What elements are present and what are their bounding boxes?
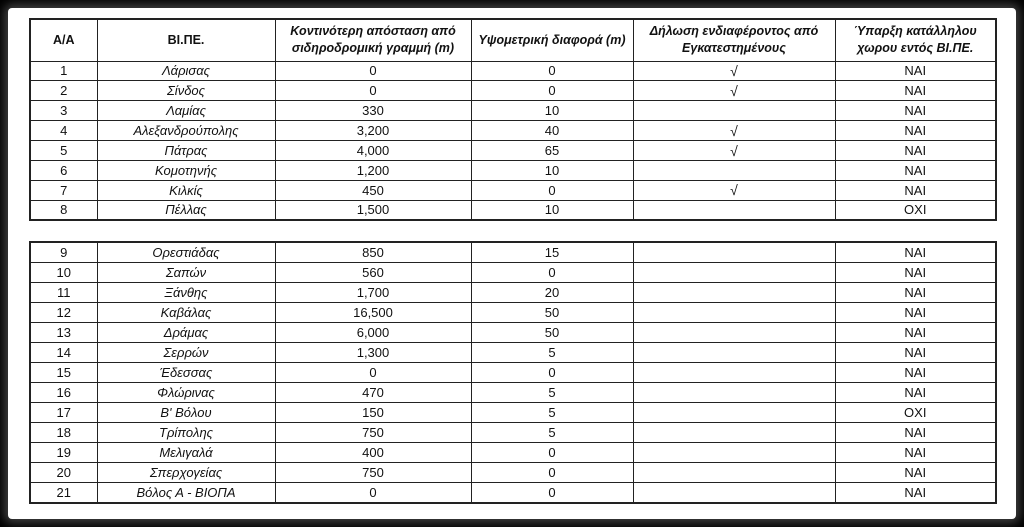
elevation-value: 0 bbox=[471, 483, 633, 503]
space-availability: ΝΑΙ bbox=[835, 61, 996, 81]
space-availability: ΝΑΙ bbox=[835, 382, 996, 402]
elevation-value: 0 bbox=[471, 61, 633, 81]
distance-value: 150 bbox=[275, 402, 471, 422]
row-number: 12 bbox=[30, 302, 97, 322]
distance-value: 450 bbox=[275, 180, 471, 200]
table-row bbox=[30, 422, 996, 442]
table-body-group-1 bbox=[30, 61, 996, 220]
bipe-name: Πέλλας bbox=[97, 200, 275, 220]
space-availability: ΝΑΙ bbox=[835, 242, 996, 262]
space-availability: ΝΑΙ bbox=[835, 180, 996, 200]
interest-check-mark bbox=[633, 382, 835, 402]
bipe-name: Κιλκίς bbox=[97, 180, 275, 200]
table-row bbox=[30, 81, 996, 101]
elevation-value: 0 bbox=[471, 180, 633, 200]
distance-value: 6,000 bbox=[275, 322, 471, 342]
header-id: Α/Α bbox=[30, 19, 97, 61]
table-row bbox=[30, 463, 996, 483]
row-number: 1 bbox=[30, 61, 97, 81]
table-row bbox=[30, 402, 996, 422]
document-sheet bbox=[8, 8, 1016, 519]
space-availability: ΝΑΙ bbox=[835, 322, 996, 342]
interest-check-mark bbox=[633, 483, 835, 503]
space-availability: ΝΑΙ bbox=[835, 422, 996, 442]
distance-value: 3,200 bbox=[275, 121, 471, 141]
interest-check-mark: √ bbox=[633, 81, 835, 101]
header-interest: Δήλωση ενδιαφέροντος από Εγκατεστημένους bbox=[633, 19, 835, 61]
bipe-name: Έδεσσας bbox=[97, 362, 275, 382]
table-row bbox=[30, 121, 996, 141]
interest-check-mark bbox=[633, 242, 835, 262]
bipe-table-part-1 bbox=[29, 18, 997, 221]
space-availability: ΝΑΙ bbox=[835, 463, 996, 483]
row-number: 21 bbox=[30, 483, 97, 503]
row-number: 6 bbox=[30, 160, 97, 180]
space-availability: ΟΧΙ bbox=[835, 200, 996, 220]
elevation-value: 0 bbox=[471, 262, 633, 282]
elevation-value: 65 bbox=[471, 141, 633, 161]
elevation-value: 5 bbox=[471, 402, 633, 422]
interest-check-mark bbox=[633, 322, 835, 342]
table-row bbox=[30, 242, 996, 262]
distance-value: 750 bbox=[275, 422, 471, 442]
bipe-name: Δράμας bbox=[97, 322, 275, 342]
bipe-name: Αλεξανδρούπολης bbox=[97, 121, 275, 141]
distance-value: 0 bbox=[275, 81, 471, 101]
interest-check-mark bbox=[633, 262, 835, 282]
interest-check-mark bbox=[633, 342, 835, 362]
bipe-name: Λαμίας bbox=[97, 101, 275, 121]
row-number: 2 bbox=[30, 81, 97, 101]
space-availability: ΝΑΙ bbox=[835, 483, 996, 503]
distance-value: 4,000 bbox=[275, 141, 471, 161]
space-availability: ΝΑΙ bbox=[835, 101, 996, 121]
elevation-value: 5 bbox=[471, 422, 633, 442]
interest-check-mark bbox=[633, 442, 835, 462]
table-row bbox=[30, 382, 996, 402]
space-availability: ΝΑΙ bbox=[835, 160, 996, 180]
interest-check-mark: √ bbox=[633, 61, 835, 81]
bipe-name: Λάρισας bbox=[97, 61, 275, 81]
interest-check-mark bbox=[633, 200, 835, 220]
table-row bbox=[30, 180, 996, 200]
bipe-name: Φλώρινας bbox=[97, 382, 275, 402]
distance-value: 0 bbox=[275, 61, 471, 81]
elevation-value: 40 bbox=[471, 121, 633, 141]
row-number: 8 bbox=[30, 200, 97, 220]
space-availability: ΝΑΙ bbox=[835, 282, 996, 302]
table-row bbox=[30, 342, 996, 362]
space-availability: ΝΑΙ bbox=[835, 81, 996, 101]
interest-check-mark bbox=[633, 402, 835, 422]
table-row bbox=[30, 141, 996, 161]
bipe-name: Ορεστιάδας bbox=[97, 242, 275, 262]
elevation-value: 50 bbox=[471, 322, 633, 342]
space-availability: ΟΧΙ bbox=[835, 402, 996, 422]
distance-value: 0 bbox=[275, 362, 471, 382]
row-number: 19 bbox=[30, 442, 97, 462]
bipe-name: Σίνδος bbox=[97, 81, 275, 101]
table-row bbox=[30, 362, 996, 382]
bipe-name: Σπερχογείας bbox=[97, 463, 275, 483]
table-body-group-2 bbox=[30, 242, 996, 503]
row-number: 3 bbox=[30, 101, 97, 121]
table-row bbox=[30, 442, 996, 462]
interest-check-mark: √ bbox=[633, 141, 835, 161]
bipe-table-part-2 bbox=[29, 241, 997, 504]
header-elevation: Υψομετρική διαφορά (m) bbox=[471, 19, 633, 61]
interest-check-mark: √ bbox=[633, 121, 835, 141]
bipe-name: Σαπών bbox=[97, 262, 275, 282]
elevation-value: 0 bbox=[471, 442, 633, 462]
elevation-value: 0 bbox=[471, 362, 633, 382]
table-row bbox=[30, 322, 996, 342]
row-number: 9 bbox=[30, 242, 97, 262]
table-row bbox=[30, 262, 996, 282]
bipe-name: Κομοτηνής bbox=[97, 160, 275, 180]
interest-check-mark bbox=[633, 302, 835, 322]
elevation-value: 20 bbox=[471, 282, 633, 302]
space-availability: ΝΑΙ bbox=[835, 442, 996, 462]
interest-check-mark: √ bbox=[633, 180, 835, 200]
row-number: 13 bbox=[30, 322, 97, 342]
bipe-name: Βόλος Α - ΒΙΟΠΑ bbox=[97, 483, 275, 503]
row-number: 15 bbox=[30, 362, 97, 382]
space-availability: ΝΑΙ bbox=[835, 121, 996, 141]
row-number: 18 bbox=[30, 422, 97, 442]
table-row bbox=[30, 200, 996, 220]
space-availability: ΝΑΙ bbox=[835, 342, 996, 362]
table-row bbox=[30, 282, 996, 302]
space-availability: ΝΑΙ bbox=[835, 141, 996, 161]
bipe-name: Τρίπολης bbox=[97, 422, 275, 442]
space-availability: ΝΑΙ bbox=[835, 362, 996, 382]
elevation-value: 0 bbox=[471, 463, 633, 483]
header-bipe: ΒΙ.ΠΕ. bbox=[97, 19, 275, 61]
table-row bbox=[30, 61, 996, 81]
header-space: Ύπαρξη κατάλληλου χωρου εντός ΒΙ.ΠΕ. bbox=[835, 19, 996, 61]
bipe-name: Β' Βόλου bbox=[97, 402, 275, 422]
table-header bbox=[30, 19, 996, 61]
distance-value: 0 bbox=[275, 483, 471, 503]
row-number: 16 bbox=[30, 382, 97, 402]
interest-check-mark bbox=[633, 362, 835, 382]
bipe-name: Σερρών bbox=[97, 342, 275, 362]
elevation-value: 5 bbox=[471, 382, 633, 402]
elevation-value: 15 bbox=[471, 242, 633, 262]
distance-value: 1,700 bbox=[275, 282, 471, 302]
row-number: 10 bbox=[30, 262, 97, 282]
interest-check-mark bbox=[633, 282, 835, 302]
row-number: 14 bbox=[30, 342, 97, 362]
space-availability: ΝΑΙ bbox=[835, 262, 996, 282]
space-availability: ΝΑΙ bbox=[835, 302, 996, 322]
bipe-name: Πάτρας bbox=[97, 141, 275, 161]
distance-value: 560 bbox=[275, 262, 471, 282]
distance-value: 400 bbox=[275, 442, 471, 462]
row-number: 11 bbox=[30, 282, 97, 302]
table-row bbox=[30, 101, 996, 121]
row-number: 20 bbox=[30, 463, 97, 483]
distance-value: 850 bbox=[275, 242, 471, 262]
distance-value: 1,200 bbox=[275, 160, 471, 180]
distance-value: 1,300 bbox=[275, 342, 471, 362]
distance-value: 16,500 bbox=[275, 302, 471, 322]
table-row bbox=[30, 302, 996, 322]
interest-check-mark bbox=[633, 101, 835, 121]
distance-value: 470 bbox=[275, 382, 471, 402]
table-row bbox=[30, 483, 996, 503]
distance-value: 1,500 bbox=[275, 200, 471, 220]
row-number: 5 bbox=[30, 141, 97, 161]
elevation-value: 0 bbox=[471, 81, 633, 101]
bipe-name: Ξάνθης bbox=[97, 282, 275, 302]
bipe-name: Καβάλας bbox=[97, 302, 275, 322]
distance-value: 330 bbox=[275, 101, 471, 121]
header-distance: Κοντινότερη απόσταση από σιδηροδρομική γραμμή (m) bbox=[275, 19, 471, 61]
elevation-value: 10 bbox=[471, 160, 633, 180]
elevation-value: 10 bbox=[471, 200, 633, 220]
table-row bbox=[30, 160, 996, 180]
row-number: 4 bbox=[30, 121, 97, 141]
row-number: 7 bbox=[30, 180, 97, 200]
interest-check-mark bbox=[633, 463, 835, 483]
distance-value: 750 bbox=[275, 463, 471, 483]
elevation-value: 5 bbox=[471, 342, 633, 362]
row-number: 17 bbox=[30, 402, 97, 422]
elevation-value: 10 bbox=[471, 101, 633, 121]
interest-check-mark bbox=[633, 160, 835, 180]
elevation-value: 50 bbox=[471, 302, 633, 322]
bipe-name: Μελιγαλά bbox=[97, 442, 275, 462]
interest-check-mark bbox=[633, 422, 835, 442]
